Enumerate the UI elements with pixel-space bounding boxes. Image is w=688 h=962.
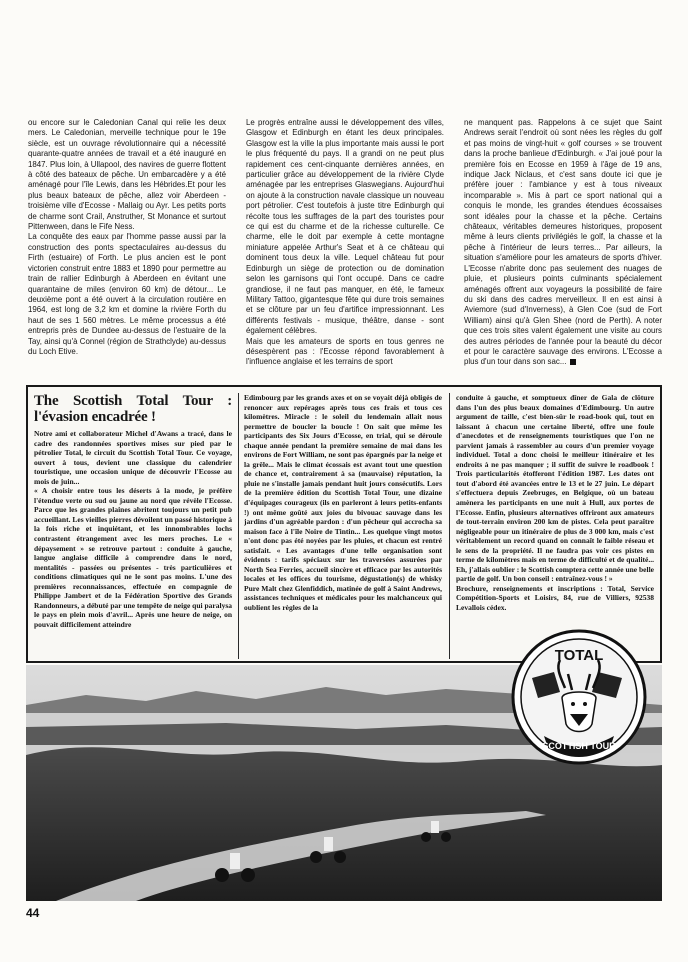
emblem-badge (510, 628, 648, 766)
insert-body: Edimbourg par les grands axes et on se voyait déjà obligés de renoncer aux repérages après tous ces frais et tous ces kilomètres. Miracle : le soleil du lendemain allait nous permettre de boucler la boucle ! On sait que même les participants des Six Jours d'Ecosse, en trial, qui se déroule chaque année pendant la première semaine de mai dans les environs de Fort William, ne sont pas épargnés par la neige et la grêle... Mais le climat écossais est avant tout une question de chance et, contrairement à sa (mauvaise) réputation, la pluie ne s'installe jamais pendant huit jours consécutifs. Lors de la première édition du Scottish Total Tour, une dizaine d'équipages courageux (ils en parleront à leurs petits-enfants !) ont même goûté aux joies du bivouac sauvage dans les jardins d'un agréable pardon : d'un pêcheur qui accrocha sa maison face à l'île Noire de Tintin... Les quelque vingt motos n'ont donc pas été noyées par les pluies, et chacun est rentré satisfait. « Les avantages d'une telle organisation sont évidents : tarifs spéciaux sur les traversées assurées par North Sea Ferries, accueil sincère et efficace par les autorités locales et les offices du tourisme, dégustation(s) de whisky Pure Malt chez Glenfiddich, matinée de golf à Saint Andrews, assistances techniques et médicales pour les malchanceux qui oublient les règles de la (244, 393, 442, 613)
article-column-3 (464, 118, 662, 382)
insert-body: « A choisir entre tous les déserts à la mode, je préfère l'étendue verte ou sud ou jaune au nord que révèle l'Ecosse. Parce que les grandes plaines abritent toujours un petit pub accueillant. Les vieilles pierres dévoilent un passé historique à la fois riche et inquiétant, et les innombrables lochs contrastent étrangement avec les mers proches. Le « dépaysement » se retrouve partout : conduite à gauche, langue anglaise difficile à comprendre dans le nord, mentalités - passées ou présentes - très particulières et conditions climatiques qui ne le sont pas moins. L'une des premières reconnaissances, effectuée en compagnie de Philippe Jambert et de la Fédération Sportive des Grands Randonneurs, a débuté par une tempête de neige qui paralysa le pays en plein mois d'avril... Après une heure de neige, on pouvait difficilement atteindre (34, 486, 232, 629)
article-column-1 (28, 118, 226, 382)
end-of-article-mark (570, 359, 576, 365)
sidebar-insert-box (26, 385, 662, 663)
insert-body: conduite à gauche, et somptueux dîner de Gala de clôture dans l'un des plus beaux domaines d'Edimbourg. Un autre argument de taille, c'est bien-sûr le road-book qui, tout en laissant à chacun une certaine liberté, offre une foule d'anecdotes et de renseignements touristiques que l'on ne parvient jamais à rassembler au cours d'un premier voyage individuel. Total a donc choisi le meilleur itinéraire et les endroits à ne pas manquer ; il suffit de suivre le roadbook ! Trois particularités étofferont l'édition 1987. Les dates ont tout d'abord été avancées entre le 13 et le 27 juin. Le départ s'effectuera depuis Zeebruges, en Belgique, où un bateau amènera les participants en une nuit à Hull, aux portes de l'Ecosse. Enfin, plusieurs alternatives offriront aux amateurs de tout-terrain environ 200 km de pistes. Cela peut paraître négligeable pour un itinéraire de plus de 3 000 km, mais c'est véritablement un record quand on connaît le faible réseau et le sens de la propriété. Il ne faudra pas voir ces pistes en terme de kilomètres mais en terme de difficulté et de qualité... Eh, j'allais oublier : le Scottish comptera cette année une belle partie de golf. Un bon conseil : entraînez-vous ! » (456, 393, 654, 584)
insert-intro: Notre ami et collaborateur Michel d'Awans a tracé, dans le cadre des randonnées sportives mises sur pied par le pétrolier Total, le circuit du Scottish Total Tour. Ce voyage, ouvert à tous, devient une classique du calendrier touristique, une occasion unique de découvrir l'Ecosse au mois de juin... (34, 429, 232, 486)
column-divider (449, 393, 450, 659)
emblem-top-text: TOTAL (554, 647, 604, 664)
insert-title: The Scottish Total Tour : l'évasion encadrée ! (34, 393, 232, 425)
insert-contact-text: Total, Service Compétition-Sports et Loisirs, 84, rue de Villiers, 92538 Levallois cédex. (456, 583, 654, 613)
insert-column-3 (456, 393, 654, 661)
article-paragraph: ou encore sur le Caledonian Canal qui relie les deux mers. Le Caledonian, merveille technique pour le 19e siècle, est un ouvrage révolutionnaire qui a nécessité quarante-quatre années de travail et a été inauguré en 1847. Plus loin, à Ullapool, des navires de guerre flottent à côté des bateaux de pêche. Un embarcadère y a été aménagé pour l'île Lewis, dans les Hébrides.Et pour les plus beaux bateaux de pêche, allez voir Aberdeen - troisième ville d'Ecosse - Mallaig ou Ayr. Les petits ports de charme sont Crail, Anstruther, St Monance et surtout Pittenween, dans le Fife Ness. (28, 118, 226, 232)
article-paragraph: La conquête des eaux par l'homme passe aussi par la construction des ponts spectaculaires au-dessus du Firth (estuaire) of Forth. Le plus ancien est le pont victorien construit entre 1883 et 1890 pour permettre au train de rallier Edinburgh à Aberdeen en évitant une quarantaine de miles (environ 60 km) de détour... Le deuxième pont a été ouvert à la circulation routière en 1964, est long de 3,2 km et domine la rivière Forth du haut de ses 1 560 mètres. Le même processus a été entrepris près de Dundee au-dessus de l'estuaire de la Tay, ainsi qu'à Connel (région de Strathclyde) au-dessus du Loch Etive. (28, 232, 226, 356)
article-paragraph-text: ne manquent pas. Rappelons à ce sujet que Saint Andrews serait l'endroit où sont nées les règles du golf et pas moins de vingt-huit « golf courses » se trouvent dans la proche banlieue d'Edinburgh. « J'ai joué pour la première fois en Ecosse en 1959 à l'âge de 19 ans, indique Jack Niclaus, et c'est sans doute ici que je préfère jouer : l'ambiance y est à tous niveaux incomparable ». Mis à part ce sport national qui a conquis le monde, les grandes étendues écossaises sont idéales pour la chasse et la pêche. Certains châteaux, véritables demeures historiques, proposent même à leurs clients privilégiés le golf, la chasse et la pêche à l'intérieur de leurs terres... Par ailleurs, la situation s'améliore pour les amateurs de sports d'hiver. L'Ecosse n'abrite donc pas seulement des nuages de pluie, et plusieurs points culminants spécialement aménagés offrent aux voyageurs la possibilité de faire du ski dans des cadres merveilleux. Il en est ainsi à Aviemore (sud d'Inverness), à Glen Coe (sud de Fort William) ainsi qu'à Glen Shee (nord de Perth). A noter que ces trois sites valent également une visite au cours des autres périodes de l'année pour la beauté du décor et pour le caractère sauvage des environs. L'Ecosse a plus d'un tour dans son sac... (464, 118, 662, 367)
article-paragraph (464, 118, 662, 368)
insert-column-2 (244, 393, 442, 661)
total-scottish-tour-emblem (510, 628, 648, 766)
page-number: 44 (26, 906, 40, 920)
insert-contact-label: Brochure, renseignements et inscriptions : (456, 583, 603, 593)
article-column-2 (246, 118, 444, 382)
insert-column-1 (34, 393, 232, 661)
article-columns (28, 118, 662, 382)
article-paragraph: Le progrès entraîne aussi le développement des villes, Glasgow et Edinburgh en étant les deux principales. Glasgow est la ville la plus importante mais aussi le port le plus fréquenté du pays. Il a grandi on ne peut plus rapidement ces cent-cinquante dernières années, en particulier grâce au développement de la rivière Clyde aménagée par les entreprises Glaswegians. Aujourd'hui on ajoute à la construction navale classique un nouveau port pétrolier. C'est toutefois à juste titre Edinburgh qui récolte tous les suffrages de la part des touristes pour ce qui est du charme et de la richesse culturelle. Ce charme, elle le doit par exemple à cette montagne miniature appelée Arthur's Seat et à ce château qui dominent tous deux la ville. Lequel château fut pour Edinburgh un siège de protection ou de domination selon les garnisons qui l'ont occupé. Dans ce cadre grandiose, il ne faut pas manquer, en été, le fameux Military Tattoo, gigantesque fête qui dure trois semaines et se clôture par un feu d'artifice impressionnant. Les différents festivals - musique, théâtre, danse - sont également célèbres. (246, 118, 444, 336)
emblem-bottom-text: SCOTTISH TOUR (542, 741, 616, 751)
column-divider (238, 393, 239, 659)
article-paragraph: Mais que les amateurs de sports en tous genres ne désespèrent pas : l'Ecosse répond favorablement à l'influence anglaise et les terrains de sport (246, 336, 444, 367)
insert-contact (456, 584, 654, 613)
